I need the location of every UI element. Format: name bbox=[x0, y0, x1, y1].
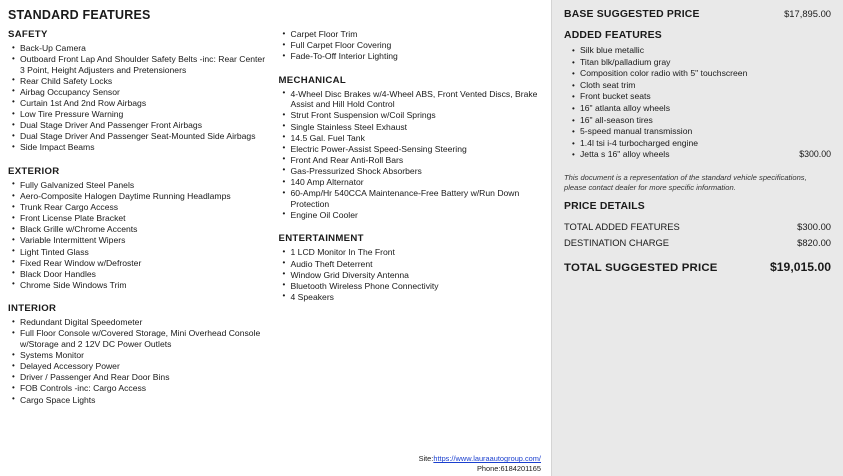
detail-label: TOTAL ADDED FEATURES bbox=[564, 220, 680, 232]
list-item: • Black Grille w/Chrome Accents bbox=[12, 224, 271, 235]
dealer-phone-line bbox=[419, 464, 541, 473]
option-price bbox=[823, 68, 831, 80]
list-item: • 4 Speakers bbox=[283, 292, 544, 303]
option-label: • 16" atlanta alloy wheels bbox=[580, 102, 670, 113]
option-label: • Jetta s 16" alloy wheels bbox=[580, 149, 670, 160]
added-features-heading: ADDED FEATURES bbox=[564, 30, 662, 41]
option-label: • 1.4l tsi i-4 turbocharged engine bbox=[580, 137, 699, 148]
list-item: • FOB Controls -inc: Cargo Access bbox=[12, 383, 271, 394]
list-item: • Back-Up Camera bbox=[12, 43, 271, 54]
list-item bbox=[572, 103, 831, 115]
list-item: • Front And Rear Anti-Roll Bars bbox=[283, 155, 544, 166]
added-features-list bbox=[564, 45, 831, 161]
list-item: • Light Tinted Glass bbox=[12, 247, 271, 258]
list-item: • Black Door Handles bbox=[12, 269, 271, 280]
feature-list-exterior bbox=[6, 180, 271, 290]
list-item: • Redundant Digital Speedometer bbox=[12, 317, 271, 328]
option-label: • Titan blk/palladium gray bbox=[580, 56, 671, 67]
list-item bbox=[572, 115, 831, 127]
option-label: • Cloth seat trim bbox=[580, 79, 636, 90]
list-item: • Window Grid Diversity Antenna bbox=[283, 270, 544, 281]
list-item: • Fully Galvanized Steel Panels bbox=[12, 180, 271, 191]
feature-list-safety bbox=[6, 43, 271, 153]
list-item: • Single Stainless Steel Exhaust bbox=[283, 122, 544, 133]
list-item: • 4-Wheel Disc Brakes w/4-Wheel ABS, Front Vented Discs, Brake Assist and Hill Hold Control bbox=[283, 89, 544, 110]
site-label: Site: bbox=[418, 454, 434, 464]
option-price bbox=[823, 115, 831, 127]
pricing-panel bbox=[551, 0, 843, 476]
total-price-row bbox=[564, 260, 831, 274]
feature-list-interior bbox=[6, 317, 271, 405]
list-item: • Delayed Accessory Power bbox=[12, 361, 271, 372]
list-item: • 140 Amp Alternator bbox=[283, 177, 544, 188]
section-heading-safety: SAFETY bbox=[8, 29, 48, 40]
detail-value: $300.00 bbox=[797, 220, 831, 232]
list-item: • Dual Stage Driver And Passenger Seat-Mounted Side Airbags bbox=[12, 131, 271, 142]
list-item: • Engine Oil Cooler bbox=[283, 210, 544, 221]
list-item: • Fixed Rear Window w/Defroster bbox=[12, 258, 271, 269]
option-price bbox=[823, 103, 831, 115]
list-item: • Curtain 1st And 2nd Row Airbags bbox=[12, 98, 271, 109]
base-price-value: $17,895.00 bbox=[784, 8, 831, 19]
phone-label: Phone: bbox=[477, 463, 501, 473]
list-item: • Carpet Floor Trim bbox=[283, 29, 544, 40]
list-item: • Airbag Occupancy Sensor bbox=[12, 87, 271, 98]
list-item: • Gas-Pressurized Shock Absorbers bbox=[283, 166, 544, 177]
list-item bbox=[572, 45, 831, 57]
list-item: • Rear Child Safety Locks bbox=[12, 76, 271, 87]
list-item: • Electric Power-Assist Speed-Sensing Steering bbox=[283, 144, 544, 155]
list-item: • Fade-To-Off Interior Lighting bbox=[283, 51, 544, 62]
list-item bbox=[572, 138, 831, 150]
option-price: $300.00 bbox=[799, 149, 831, 160]
list-item: • Full Carpet Floor Covering bbox=[283, 40, 544, 51]
list-item: • Outboard Front Lap And Shoulder Safety Belts -inc: Rear Center 3 Point, Height Adjusters and Pretensioners bbox=[12, 54, 271, 75]
option-price bbox=[823, 80, 831, 92]
price-details-heading: PRICE DETAILS bbox=[564, 200, 645, 212]
section-heading-entertainment: ENTERTAINMENT bbox=[278, 233, 364, 245]
list-item bbox=[572, 91, 831, 103]
disclaimer-text: This document is a representation of the standard vehicle specifications, please contact dealer for more specific information. bbox=[564, 172, 807, 192]
base-price-row bbox=[564, 8, 831, 20]
dealer-contact-footer bbox=[419, 454, 541, 473]
list-item: • Full Floor Console w/Covered Storage, Mini Overhead Console w/Storage and 2 12V DC Power Outlets bbox=[12, 328, 271, 349]
section-heading-mechanical: MECHANICAL bbox=[278, 74, 346, 86]
base-price-label: BASE SUGGESTED PRICE bbox=[564, 9, 700, 20]
price-detail-row bbox=[564, 219, 831, 235]
list-item: • Front License Plate Bracket bbox=[12, 213, 271, 224]
option-price bbox=[823, 91, 831, 103]
list-item bbox=[572, 149, 831, 161]
features-column-left bbox=[6, 29, 277, 406]
list-item: • Cargo Space Lights bbox=[12, 395, 271, 406]
list-item: • Aero-Composite Halogen Daytime Running Headlamps bbox=[12, 191, 271, 202]
dealer-site-link[interactable]: https://www.lauraautogroup.com/ bbox=[433, 454, 541, 464]
list-item: • Bluetooth Wireless Phone Connectivity bbox=[283, 281, 544, 292]
detail-label: DESTINATION CHARGE bbox=[564, 236, 670, 248]
features-column-right bbox=[277, 29, 544, 406]
list-item: • Trunk Rear Cargo Access bbox=[12, 202, 271, 213]
section-heading-interior: INTERIOR bbox=[8, 303, 57, 315]
feature-list-mechanical bbox=[277, 89, 544, 221]
list-item bbox=[572, 68, 831, 80]
detail-value: $820.00 bbox=[797, 236, 831, 248]
total-price-value: $19,015.00 bbox=[770, 259, 831, 274]
page-title: STANDARD FEATURES bbox=[8, 8, 151, 22]
option-price bbox=[823, 57, 831, 69]
list-item: • Strut Front Suspension w/Coil Springs bbox=[283, 110, 544, 121]
option-price bbox=[823, 126, 831, 138]
total-price-label: TOTAL SUGGESTED PRICE bbox=[564, 261, 718, 274]
features-columns bbox=[6, 29, 543, 406]
option-label: • Composition color radio with 5" touchscreen bbox=[580, 68, 748, 79]
list-item: • Systems Monitor bbox=[12, 350, 271, 361]
list-item: • Driver / Passenger And Rear Door Bins bbox=[12, 372, 271, 383]
list-item bbox=[572, 126, 831, 138]
option-price bbox=[823, 138, 831, 150]
feature-list-entertainment bbox=[277, 247, 544, 302]
option-label: • Front bucket seats bbox=[580, 91, 651, 102]
dealer-site-line bbox=[419, 454, 541, 463]
list-item: • 14.5 Gal. Fuel Tank bbox=[283, 133, 544, 144]
list-item: • 60-Amp/Hr 540CCA Maintenance-Free Battery w/Run Down Protection bbox=[283, 188, 544, 209]
list-item: • Low Tire Pressure Warning bbox=[12, 109, 271, 120]
list-item: • 1 LCD Monitor In The Front bbox=[283, 247, 544, 258]
dealer-phone-value: 6184201165 bbox=[500, 463, 541, 473]
list-item: • Chrome Side Windows Trim bbox=[12, 280, 271, 291]
list-item bbox=[572, 57, 831, 69]
list-item: • Variable Intermittent Wipers bbox=[12, 235, 271, 246]
section-heading-exterior: EXTERIOR bbox=[8, 165, 60, 177]
list-item: • Audio Theft Deterrent bbox=[283, 259, 544, 270]
list-item bbox=[572, 80, 831, 92]
list-item: • Dual Stage Driver And Passenger Front Airbags bbox=[12, 120, 271, 131]
feature-list-interior-continued bbox=[277, 29, 544, 62]
list-item: • Side Impact Beams bbox=[12, 142, 271, 153]
option-label: • 16" all-season tires bbox=[580, 114, 653, 125]
option-label: • 5-speed manual transmission bbox=[580, 126, 693, 137]
price-detail-row bbox=[564, 235, 831, 251]
option-label: • Silk blue metallic bbox=[580, 45, 644, 55]
option-price bbox=[823, 45, 831, 57]
